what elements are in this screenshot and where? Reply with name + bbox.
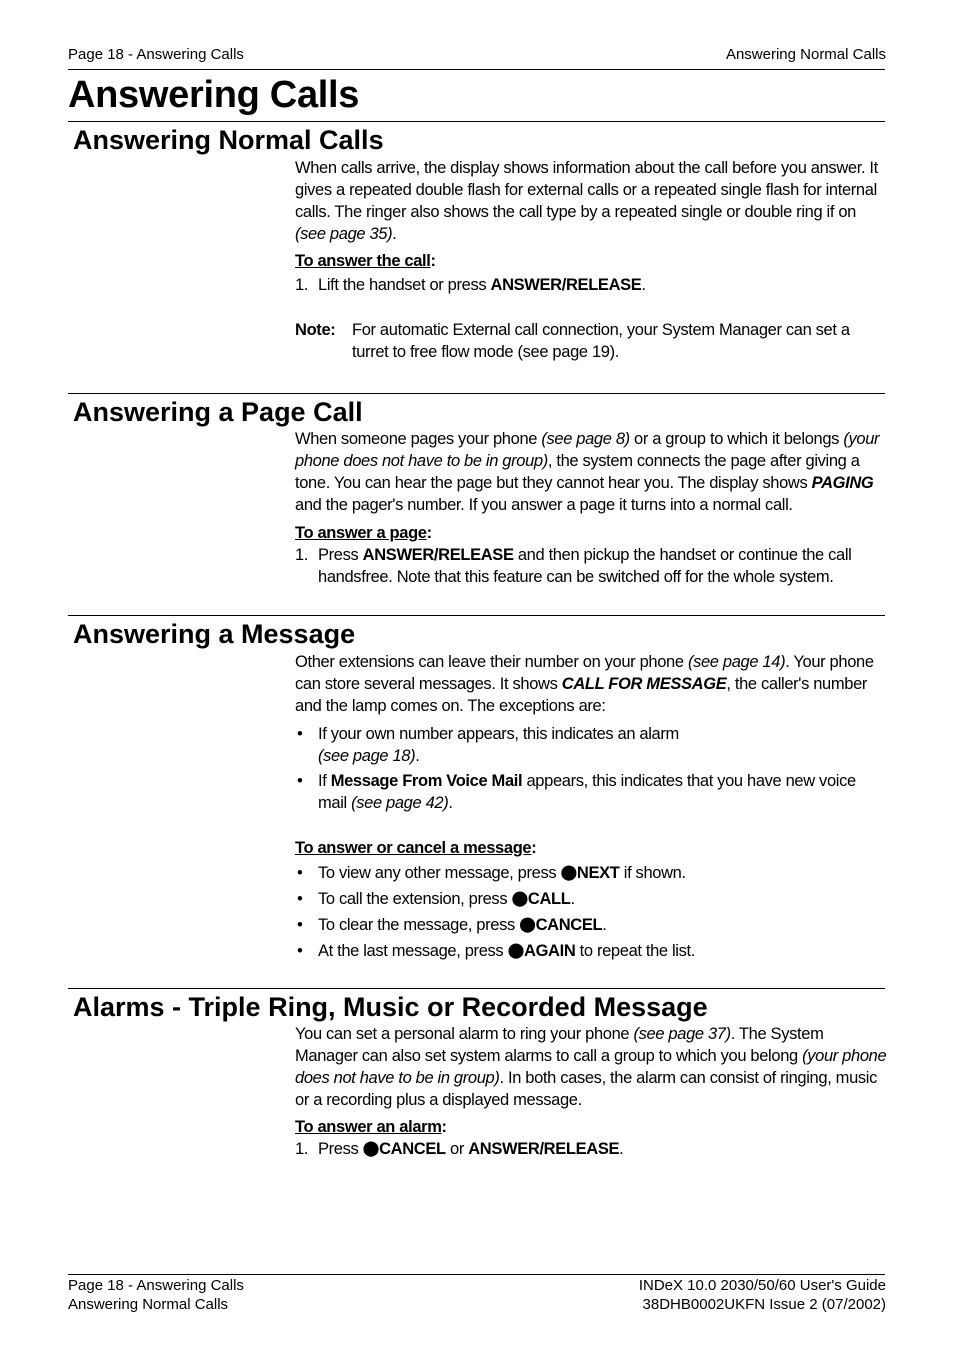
section-rule-message	[68, 615, 885, 616]
section-rule-alarms	[68, 988, 885, 989]
footer-right-line1: INDeX 10.0 2030/50/60 User's Guide	[638, 1277, 886, 1294]
message-subheading: To answer or cancel a message:	[295, 839, 537, 857]
section-page-body	[295, 428, 887, 588]
footer-rule	[68, 1274, 885, 1275]
message-exception-2: • If Message From Voice Mail appears, this indicates that you have new voice mail (see page 42).	[297, 772, 856, 812]
page-paragraph: When someone pages your phone (see page 8) or a group to which it belongs (your phone does not have to be in group), the system connects the page after giving a tone. You can hear the page but they cannot hear you. The display shows PAGING and the pager's number. If you answer a page it turns into a normal call.	[295, 430, 880, 514]
softkey-icon: ⬤	[519, 916, 536, 933]
section-message-body	[295, 651, 887, 963]
section-normal-body	[295, 157, 887, 363]
normal-note: Note: For automatic External call connection, your System Manager can set a turret to free flow mode (see page 19).	[295, 321, 850, 361]
page-step-1: 1. Press ANSWER/RELEASE and then pickup the handset or continue the call handsfree. Note that this feature can be switched off for the whole system.	[295, 546, 852, 586]
message-action-next: • To view any other message, press ⬤NEXT if shown.	[297, 864, 686, 882]
normal-step-1: 1. Lift the handset or press ANSWER/RELEASE.	[295, 276, 646, 294]
softkey-icon: ⬤	[560, 864, 577, 881]
message-action-again: • At the last message, press ⬤AGAIN to repeat the list.	[297, 942, 695, 960]
section-alarms-body	[295, 1023, 887, 1161]
page-subheading: To answer a page:	[295, 524, 432, 542]
title-rule	[68, 121, 885, 122]
header-right: Answering Normal Calls	[725, 46, 886, 63]
heading-answering-page-call: Answering a Page Call	[73, 397, 363, 427]
page-title: Answering Calls	[68, 74, 360, 116]
message-action-call: • To call the extension, press ⬤CALL.	[297, 890, 575, 908]
alarms-step-1: 1. Press ⬤CANCEL or ANSWER/RELEASE.	[295, 1140, 624, 1158]
section-rule-page	[68, 393, 885, 394]
header-rule	[68, 69, 885, 70]
alarms-paragraph: You can set a personal alarm to ring your phone (see page 37). The System Manager can also set system alarms to call a group to which you belong (your phone does not have to be in group). In both cases, the alarm can consist of ringing, music or a recording plus a displayed message.	[295, 1025, 887, 1109]
normal-subheading: To answer the call:	[295, 252, 436, 270]
softkey-icon: ⬤	[511, 890, 528, 907]
softkey-icon: ⬤	[507, 942, 524, 959]
footer-right-line2: 38DHB0002UKFN Issue 2 (07/2002)	[642, 1296, 886, 1313]
normal-paragraph: When calls arrive, the display shows information about the call before you answer. It gives a repeated double flash for external calls or a repeated single flash for internal calls. The ringer also shows the call type by a repeated single or double ring if on (see page 35).	[295, 159, 878, 243]
softkey-icon: ⬤	[362, 1140, 380, 1157]
message-exception-1: • If your own number appears, this indicates an alarm (see page 18).	[297, 725, 679, 765]
heading-alarms: Alarms - Triple Ring, Music or Recorded Message	[73, 992, 708, 1022]
footer-left-line2: Answering Normal Calls	[68, 1296, 229, 1313]
footer-left-line1: Page 18 - Answering Calls	[68, 1277, 244, 1294]
message-paragraph: Other extensions can leave their number on your phone (see page 14). Your phone can store several messages. It shows CALL FOR MESSAGE, the caller's number and the lamp comes on. The exceptions are:	[295, 653, 874, 715]
heading-answering-message: Answering a Message	[73, 619, 356, 649]
message-action-cancel: • To clear the message, press ⬤CANCEL.	[297, 916, 607, 934]
heading-answering-normal-calls: Answering Normal Calls	[73, 125, 384, 155]
alarms-subheading: To answer an alarm:	[295, 1118, 447, 1136]
header-left: Page 18 - Answering Calls	[68, 46, 244, 63]
